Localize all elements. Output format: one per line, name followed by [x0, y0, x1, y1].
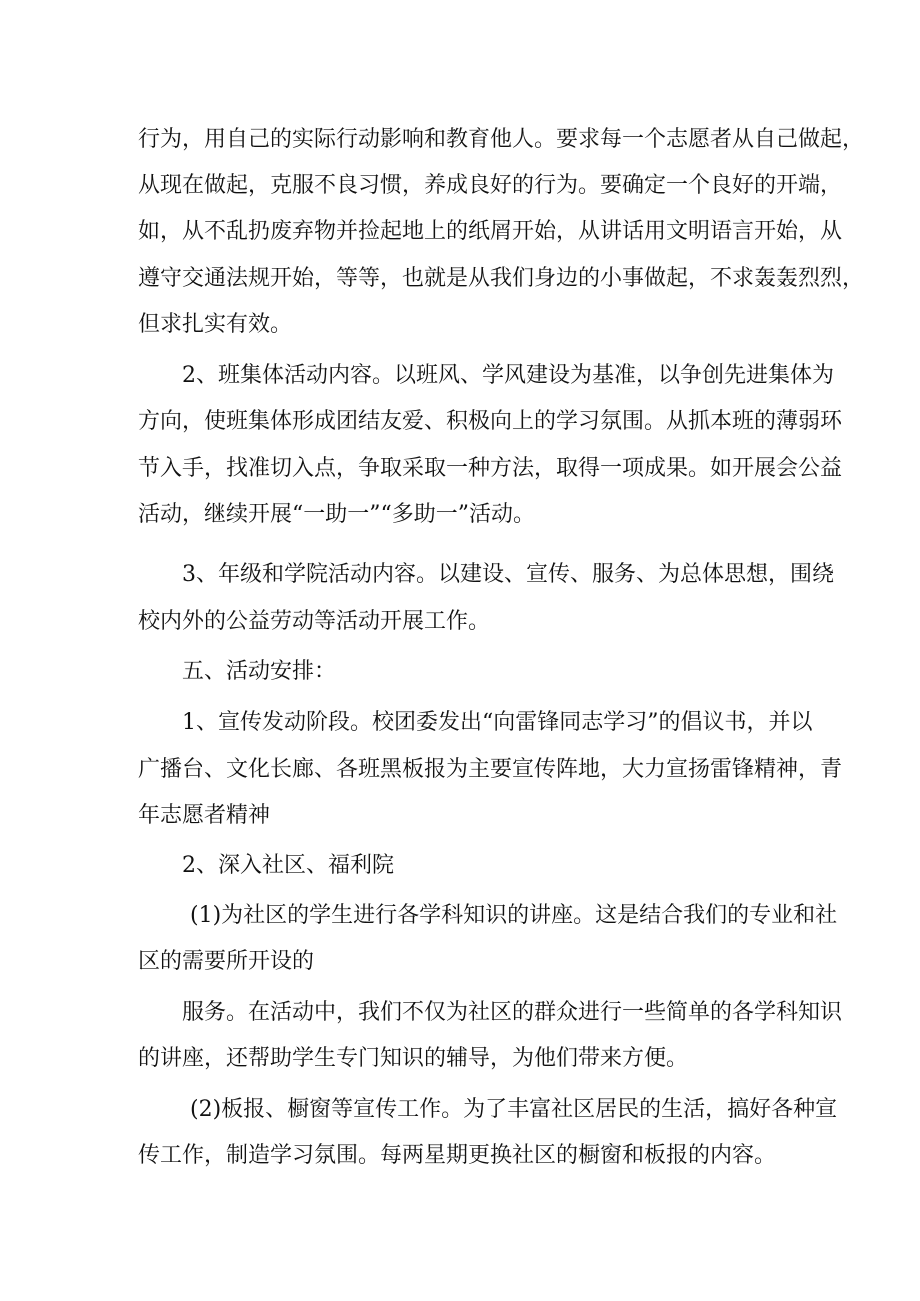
text-line-content: 的讲座，还帮助学生专门知识的辅导，为他们带来方便。 [138, 1046, 689, 1071]
text-line [0, 750, 920, 790]
text-line [0, 1136, 920, 1176]
text-line-content: 1、宣传发动阶段。校团委发出“向雷锋同志学习”的倡议书，并以 [182, 710, 813, 735]
text-line-content: 活动，继续开展“一助一”“多助一”活动。 [138, 502, 535, 527]
text-line [0, 356, 920, 396]
text-line-content: 区的需要所开设的 [138, 949, 315, 974]
text-line [0, 846, 920, 886]
text-line [0, 555, 920, 595]
text-line-content: 从现在做起，克服不良习惯，养成良好的行为。要确定一个良好的开端， [138, 173, 843, 198]
text-line-content: 广播台、文化长廊、各班黑板报为主要宣传阵地，大力宣扬雷锋精神，青 [138, 757, 843, 782]
text-line-content: 2、班集体活动内容。以班风、学风建设为基准，以争创先进集体为 [182, 363, 834, 388]
text-line-content: 遵守交通法规开始，等等，也就是从我们身边的小事做起，不求轰轰烈烈， [138, 266, 865, 291]
text-line [0, 1039, 920, 1079]
text-line [0, 993, 920, 1033]
text-line-content: 节入手，找准切入点，争取采取一种方法，取得一项成果。如开展会公益 [138, 456, 843, 481]
text-line-content: (2)板报、橱窗等宣传工作。为了丰富社区居民的生活，搞好各种宣 [190, 1097, 838, 1122]
text-line [0, 1090, 920, 1130]
section-heading-text: 五、活动安排： [182, 659, 337, 684]
text-line-content: 行为，用自己的实际行动影响和教育他人。要求每一个志愿者从自己做起， [138, 127, 865, 152]
text-line [0, 402, 920, 442]
text-line [0, 602, 920, 642]
text-line-content: 2、深入社区、福利院 [182, 853, 394, 878]
section-heading [0, 652, 920, 692]
text-line [0, 212, 920, 252]
text-line [0, 259, 920, 299]
text-line [0, 120, 920, 160]
text-line-content: 传工作，制造学习氛围。每两星期更换社区的橱窗和板报的内容。 [138, 1143, 777, 1168]
text-line-content: 校内外的公益劳动等活动开展工作。 [138, 609, 491, 634]
text-line-content: 如，从不乱扔废弃物并捡起地上的纸屑开始，从讲话用文明语言开始，从 [138, 219, 843, 244]
text-line-content: 服务。在活动中，我们不仅为社区的群众进行一些简单的各学科知识 [182, 1000, 843, 1025]
text-line [0, 449, 920, 489]
text-line [0, 166, 920, 206]
text-line-content: 但求扎实有效。 [138, 312, 293, 337]
text-line-content: 3、年级和学院活动内容。以建设、宣传、服务、为总体思想，围绕 [182, 562, 834, 587]
text-line [0, 796, 920, 836]
text-line [0, 703, 920, 743]
text-line-content: 方向，使班集体形成团结友爱、积极向上的学习氛围。从抓本班的薄弱环 [138, 409, 843, 434]
text-line [0, 942, 920, 982]
text-line-content: 年志愿者精神 [138, 803, 271, 828]
text-line [0, 896, 920, 936]
text-line-content: (1)为社区的学生进行各学科知识的讲座。这是结合我们的专业和社 [190, 903, 838, 928]
text-line [0, 495, 920, 535]
text-line [0, 305, 920, 345]
